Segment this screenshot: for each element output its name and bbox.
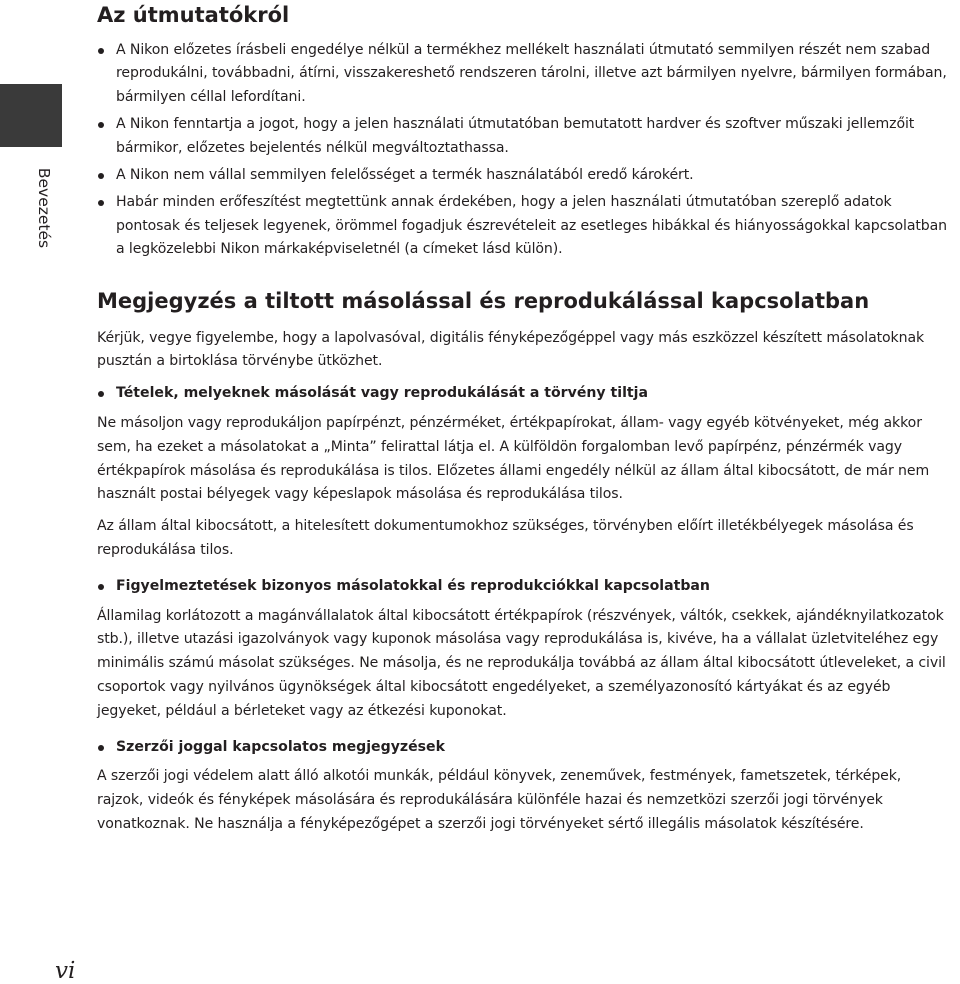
copy-notice-heading: Megjegyzés a tiltott másolással és reprodukálással kapcsolatban — [97, 288, 870, 313]
page-number: vi — [55, 958, 76, 984]
revenue-stamps-paragraph: Az állam által kibocsátott, a hitelesített dokumentumokhoz szükséges, törvényben előírt illetékbélyegek másolása és reprodukálása tilos. — [97, 518, 914, 559]
prohibited-items-subheading: Tételek, melyeknek másolását vagy reprodukálását a törvény tiltja — [97, 382, 949, 406]
list-item: Habár minden erőfeszítést megtettünk annak érdekében, hogy a jelen használati útmutatóban szereplő adatok pontosak és teljesek legyenek, örömmel fogadjuk észrevételeit az esetleges hibákkal és hiányosságokkal kapcsolatban a legközelebbi Nikon márkaképviseletnél (a címeket lásd külön). — [97, 191, 949, 261]
cautions-subheading: Figyelmeztetések bizonyos másolatokkal és reprodukciókkal kapcsolatban — [97, 575, 949, 599]
section-label: Bevezetés — [35, 167, 53, 249]
about-manuals-heading: Az útmutatókról — [97, 3, 290, 27]
page-content — [97, 0, 949, 837]
list-item: A Nikon nem vállal semmilyen felelősséget a termék használatából eredő károkért. — [97, 164, 949, 187]
prohibited-items-paragraph: Ne másoljon vagy reprodukáljon papírpénzt, pénzérméket, értékpapírokat, állam- vagy egyéb kötvényeket, még akkor sem, ha ezeket a másolatokat a „Minta” felirattal látja el. A külföldön forgalomban levő papírpénz, pénzérmék vagy értékpapírok másolása és reprodukálása is tilos. Előzetes állami engedély nélkül az állam által kibocsátott, de már nem használt postai bélyegek vagy képeslapok másolása és reprodukálása tilos. — [97, 415, 930, 503]
section-tab-marker — [0, 84, 62, 147]
about-manuals-list — [97, 39, 949, 262]
copyright-paragraph: A szerzői jogi védelem alatt álló alkotói munkák, például könyvek, zeneművek, festmények, fametszetek, térképek, rajzok, videók és fényképek másolására és reprodukálására különféle hazai és nemzetközi szerzői jogi törvények vonatkoznak. Ne használja a fényképezőgépet a szerzői jogi törvényeket sértő illegális másolatok készítésére. — [97, 768, 902, 832]
list-item: A Nikon előzetes írásbeli engedélye nélkül a termékhez mellékelt használati útmutató semmilyen részét nem szabad reprodukálni, továbbadni, átírni, visszakereshető rendszeren tárolni, illetve azt bármilyen nyelvre, bármilyen formában, bármilyen céllal lefordítani. — [97, 39, 949, 109]
copyright-subheading: Szerzői joggal kapcsolatos megjegyzések — [97, 736, 949, 760]
list-item: A Nikon fenntartja a jogot, hogy a jelen használati útmutatóban bemutatott hardver és szoftver műszaki jellemzőit bármikor, előzetes bejelentés nélkül megváltoztathassa. — [97, 113, 949, 160]
copy-notice-intro: Kérjük, vegye figyelembe, hogy a lapolvasóval, digitális fényképezőgéppel vagy más eszközzel készített másolatoknak pusztán a birtoklása törvénybe ütközhet. — [97, 329, 925, 370]
cautions-paragraph: Államilag korlátozott a magánvállalatok által kibocsátott értékpapírok (részvények, váltók, csekkek, ajándéknyilatkozatok stb.), illetve utazási igazolványok vagy kuponok másolása vagy reprodukálása is, kivéve, ha a vállalat üzletviteléhez egy minimális számú másolat szükséges. Ne másolja, és ne reprodukálja továbbá az állam által kibocsátott útleveleket, a civil csoportok vagy nyilvános ügynökségek által kibocsátott engedélyeket, a személyazonosító kártyákat és az egyéb jegyeket, például a bérleteket vagy az étkezési kuponokat. — [97, 607, 946, 719]
